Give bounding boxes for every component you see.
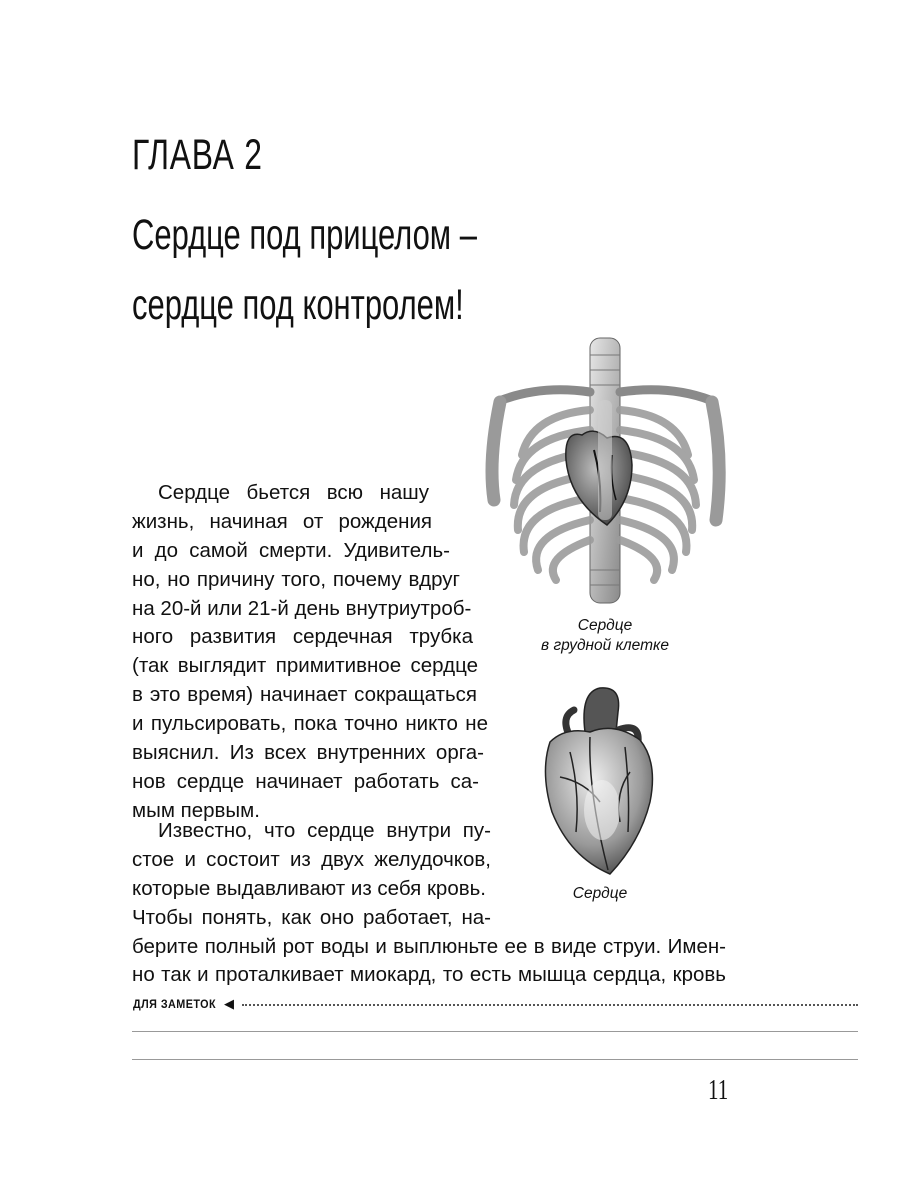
text-line: берите полный рот воды и выплюньте ее в виде струи. Имен- [132, 934, 726, 958]
notes-dotted-line [242, 1004, 858, 1006]
text-line: которые выдавливают из себя кровь. [132, 876, 486, 900]
text-line: на 20-й или 21-й день внутриутроб- [132, 596, 472, 620]
text-line: но так и проталкивает миокард, то есть мышца сердца, кровь [132, 963, 726, 987]
caption-line: Сердце [577, 617, 633, 634]
text-line: мым первым. [132, 798, 260, 822]
text-line: выяснил. Из всех внутренних орга- [132, 741, 484, 765]
chapter-title-line: сердце под контролем! [132, 281, 464, 329]
text-line: Сердце бьется всю нашу [158, 481, 429, 504]
text-line: Известно, что сердце внутри пу- [158, 819, 491, 842]
text-line: жизнь, начиная от рождения [132, 509, 432, 533]
chapter-title-line: Сердце под прицелом – [132, 211, 477, 259]
notes-label: ДЛЯ ЗАМЕТОК [133, 997, 217, 1011]
paragraph-2 [132, 817, 726, 990]
paragraph-1 [132, 479, 488, 826]
page-number: 11 [708, 1075, 729, 1106]
ribcage-heart-illustration [482, 330, 730, 605]
text-line: нов сердце начинает работать са- [132, 769, 479, 793]
note-line [132, 1059, 858, 1060]
note-line [132, 1031, 858, 1032]
text-line: (так выглядит примитивное сердце [132, 654, 478, 678]
chapter-title [132, 200, 477, 340]
heart-caption: Сердце [572, 885, 628, 902]
text-line: но, но причину того, почему вдруг [132, 567, 460, 591]
text-line: и до самой смерти. Удивитель- [132, 538, 450, 562]
text-line: Чтобы понять, как оно работает, на- [132, 905, 491, 929]
text-line: стое и состоит из двух желудочков, [132, 847, 491, 871]
ribcage-caption [535, 616, 675, 656]
chapter-label: ГЛАВА 2 [132, 131, 263, 179]
text-line: в это время) начинает сокращаться [132, 683, 477, 707]
caption-line: в грудной клетке [541, 637, 669, 654]
arrow-left-icon: ◀ [224, 996, 234, 1011]
text-line: ного развития сердечная трубка [132, 625, 473, 649]
text-line: и пульсировать, пока точно никто не [132, 712, 488, 736]
